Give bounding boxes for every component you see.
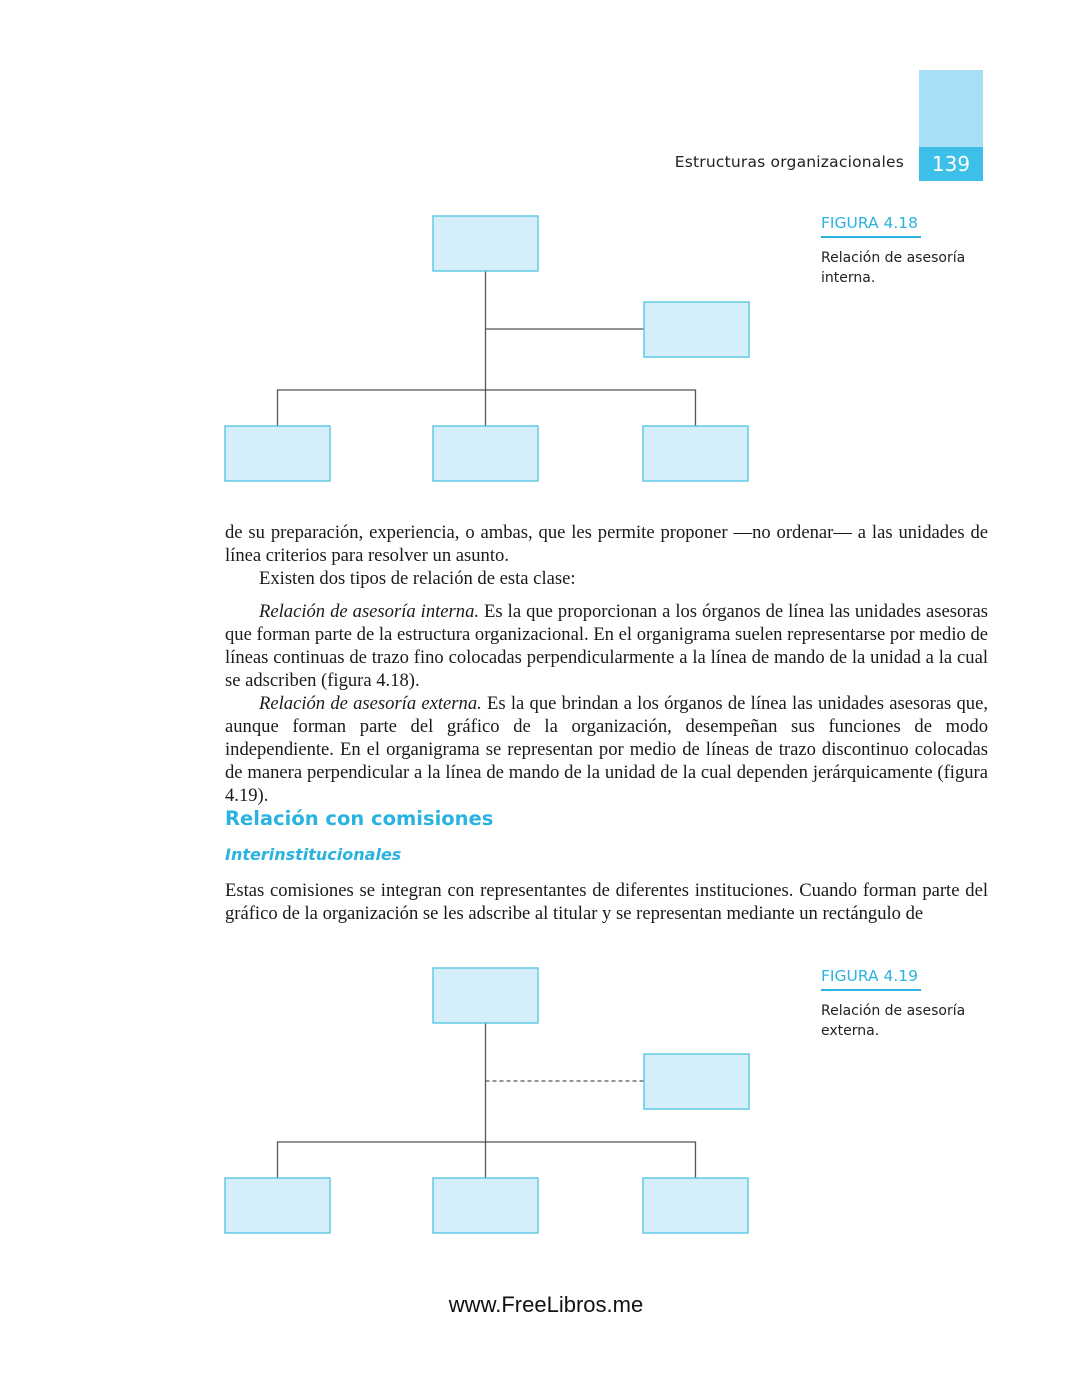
org-box-subordinate (433, 1178, 538, 1233)
footer-watermark-link[interactable]: www.FreeLibros.me (448, 1292, 644, 1317)
paragraph: Existen dos tipos de relación de esta clase: (259, 568, 576, 589)
term: Relación de asesoría externa. (259, 693, 482, 714)
running-head-title: Estructuras organizacionales (674, 153, 904, 171)
page-number: 139 (919, 147, 983, 181)
figure-description: Relación de asesoría externa. (821, 1003, 966, 1039)
figure-description: Relación de asesoría interna. (821, 250, 966, 286)
term: Relación de asesoría interna. (259, 601, 480, 622)
paragraph: Relación de asesoría interna. Es la que proporcionan a los órganos de línea las unidades asesoras que forman parte de la estructura organizacional. En el organigrama suelen representarse por medio de líneas continuas de trazo fino colocadas perpendicularmente a la línea de mando de la unidad a la cual se adscriben (figura 4.18). (225, 601, 988, 691)
org-box-staff (644, 1054, 749, 1109)
paragraph: Estas comisiones se integran con representantes de diferentes instituciones. Cuando forman parte del gráfico de la organización se les adscribe al titular y se representan mediante un rectángulo de (225, 880, 988, 924)
figure-caption-4-19 (821, 966, 991, 1041)
subsection-heading: Interinstitucionales (225, 845, 402, 864)
org-box-subordinate (643, 1178, 748, 1233)
paragraph: de su preparación, experiencia, o ambas, que les permite proponer —no ordenar— a las unidades de línea criterios para resolver un asunto. (225, 522, 988, 566)
section-heading: Relación con comisiones (225, 807, 494, 830)
org-box-head (433, 968, 538, 1023)
subordinate-bar (278, 1142, 696, 1178)
paragraph: Relación de asesoría externa. Es la que brindan a los órganos de línea las unidades asesoras que, aunque forman parte del gráfico de la organización, desempeñan sus funciones de modo independiente. En el organigrama se representan por medio de líneas de trazo discontinuo colocadas de manera perpendicular a la línea de mando de la unidad de la cual dependen jerárquicamente (figura 4.19). (225, 693, 988, 806)
figure-label: FIGURA 4.18 (821, 214, 921, 238)
figure-label: FIGURA 4.19 (821, 967, 921, 991)
org-box-subordinate (225, 1178, 330, 1233)
